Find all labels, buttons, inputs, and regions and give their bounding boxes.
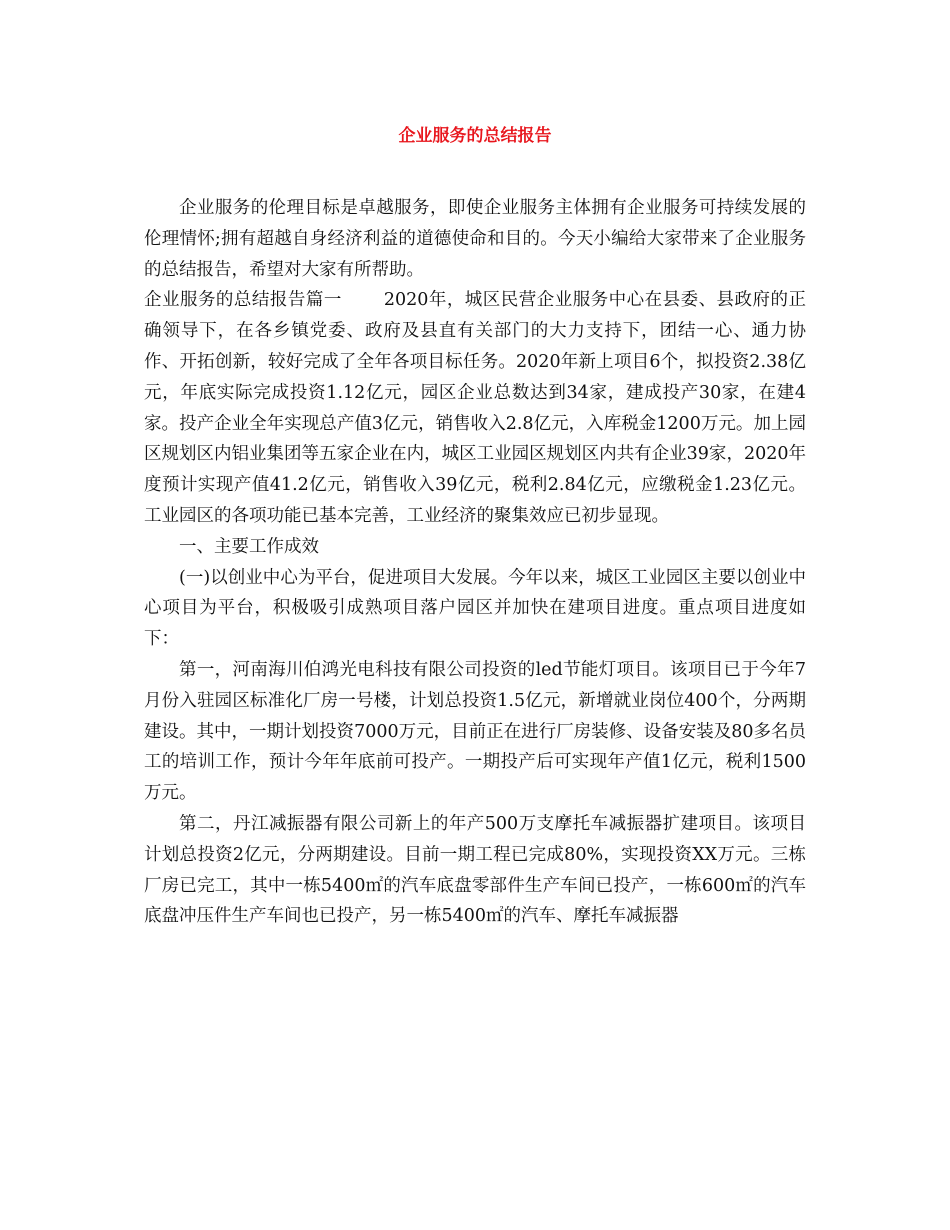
section-first-paragraph: [144, 285, 806, 531]
heading-main-results: 一、主要工作成效: [179, 536, 319, 557]
section-first-text: 2020年，城区民营企业服务中心在县委、县政府的正确领导下，在各乡镇党委、政府及县直有关部门的大力支持下，团结一心、通力协作、开拓创新，较好完成了全年各项目标任务。2020年新上项目6个，拟投资2.38亿元，年底实际完成投资1.12亿元，园区企业总数达到34家，建成投产30家，在建4家。投产企业全年实现总产值3亿元，销售收入2.8亿元，入库税金1200万元。加上园区规划区内铝业集团等五家企业在内，城区工业园区规划区内共有企业39家，2020年度预计实现产值41.2亿元，销售收入39亿元，税利2.84亿元，应缴税金1.23亿元。工业园区的各项功能已基本完善，工业经济的聚集效应已初步显现。: [144, 290, 806, 526]
paragraph-platform: (一)以创业中心为平台，促进项目大发展。今年以来，城区工业园区主要以创业中心项目为平台，积极吸引成熟项目落户园区并加快在建项目进度。重点项目进度如下：: [144, 567, 806, 650]
paragraph-first-project: 第一，河南海川伯鸿光电科技有限公司投资的led节能灯项目。该项目已于今年7月份入驻园区标准化厂房一号楼，计划总投资1.5亿元，新增就业岗位400个，分两期建设。其中，一期计划投资7000万元，目前正在进行厂房装修、设备安装及80多名员工的培训工作，预计今年年底前可投产。一期投产后可实现年产值1亿元，税利1500万元。: [144, 659, 806, 804]
section-heading: 企业服务的总结报告篇一: [144, 290, 342, 311]
document-body: [144, 193, 806, 932]
paragraph-second-project: 第二，丹江减振器有限公司新上的年产500万支摩托车减振器扩建项目。该项目计划总投资2亿元，分两期建设。目前一期工程已完成80%，实现投资XX万元。三栋厂房已完工，其中一栋5400㎡的汽车底盘零部件生产车间已投产，一栋600㎡的汽车底盘冲压件生产车间也已投产，另一栋5400㎡的汽车、摩托车减振器: [144, 813, 806, 927]
document-title: 企业服务的总结报告: [398, 126, 552, 146]
intro-paragraph: 企业服务的伦理目标是卓越服务，即使企业服务主体拥有企业服务可持续发展的伦理情怀;拥有超越自身经济利益的道德使命和目的。今天小编给大家带来了企业服务的总结报告，希望对大家有所帮助。: [144, 198, 806, 280]
